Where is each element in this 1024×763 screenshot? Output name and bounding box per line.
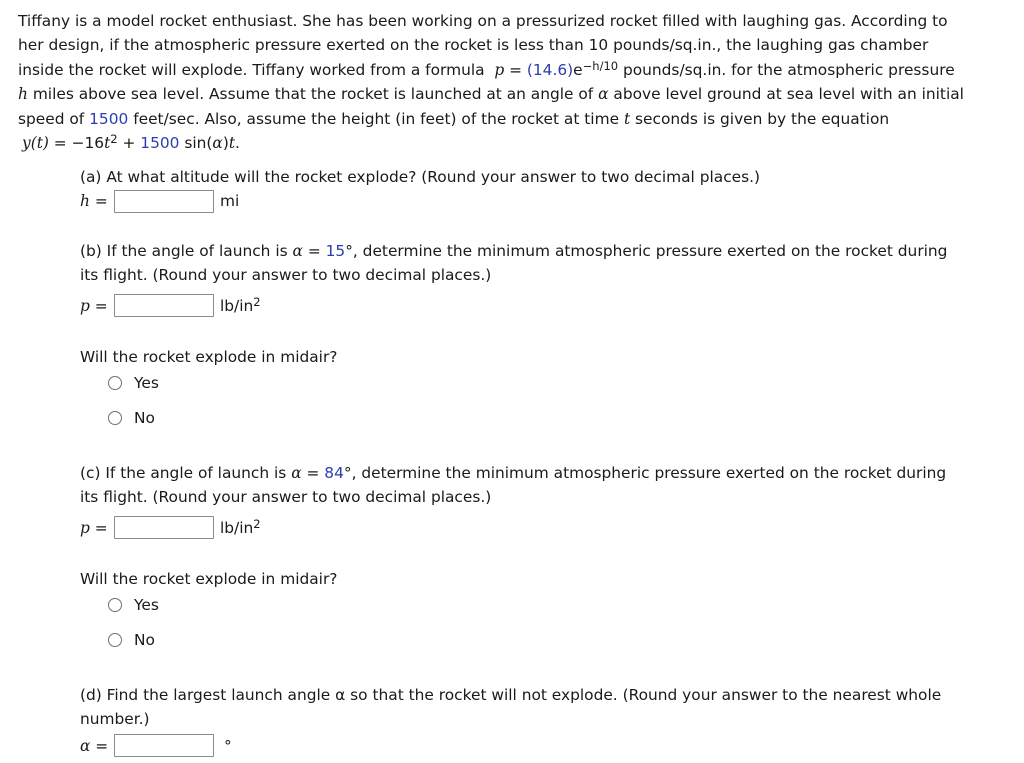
part-d [80, 683, 1010, 758]
intro-line-3-tail: pounds/sq.in. for the atmospheric pressure [618, 60, 955, 79]
var-h: h [18, 85, 28, 104]
problem-statement [18, 9, 1018, 155]
intro-line-4-text: miles above sea level. Assume that the rocket is launched at an angle of [27, 85, 599, 104]
pressure-c-input[interactable] [114, 516, 214, 539]
intro-line-4-tail: above level ground at sea level with an initial [608, 85, 964, 104]
part-c-option-yes[interactable] [108, 593, 1010, 617]
pressure-b-input[interactable] [114, 294, 214, 317]
part-c-q-text: (c) If the angle of launch is [80, 464, 292, 482]
part-b [80, 239, 1010, 430]
pressure-b-unit-sup: 2 [253, 294, 261, 309]
part-b-eq: = [89, 296, 108, 315]
altitude-input[interactable] [114, 190, 214, 213]
part-c-q-eq: = [301, 464, 325, 482]
part-c-question-line-2: its flight. (Round your answer to two decimal places.) [80, 488, 492, 507]
eq-plus: + [117, 134, 141, 153]
part-c-question [80, 461, 1010, 485]
part-c-q-tail: °, determine the minimum atmospheric pressure exerted on the rocket during [343, 464, 947, 482]
part-b-q-text: (b) If the angle of launch is [80, 242, 293, 260]
part-d-answer-row [80, 734, 1010, 758]
part-b-question-line-2: its flight. (Round your answer to two decimal places.) [80, 266, 492, 285]
var-t: t [623, 109, 631, 128]
part-b-option-no[interactable] [108, 406, 1010, 430]
part-a-answer-row [80, 189, 1010, 213]
part-a-label [80, 189, 114, 213]
angle-input[interactable] [114, 734, 214, 757]
intro-line-5-tail: seconds is given by the equation [630, 109, 890, 128]
intro-line-5-text: speed of [18, 109, 90, 128]
part-c-explode-question: Will the rocket explode in midair? [80, 569, 338, 588]
part-b-q-eq: = [302, 242, 326, 260]
eq-t2: t [104, 134, 111, 153]
radio-icon[interactable] [108, 598, 122, 612]
intro-line-3 [18, 58, 1018, 82]
eq-coefficient: 1500 [140, 134, 180, 153]
height-equation [18, 131, 1018, 155]
pressure-c-unit-text: lb/in [220, 518, 254, 537]
part-b-explode-question: Will the rocket explode in midair? [80, 347, 338, 366]
part-d-var: α [80, 736, 91, 755]
option-label: Yes [134, 374, 159, 393]
intro-line-1: Tiffany is a model rocket enthusiast. She has been working on a pressurized rocket filled with laughing gas. According to [18, 12, 948, 30]
part-b-question [80, 239, 1010, 263]
degree-unit: ° [224, 736, 232, 755]
pressure-c-unit [220, 516, 261, 540]
part-b-answer-row [80, 294, 1010, 318]
eq-t3: t [228, 134, 236, 153]
eq-sin: sin( [179, 134, 213, 153]
part-c [80, 461, 1010, 652]
part-b-var: p [80, 296, 90, 315]
eq-dot: . [235, 134, 240, 153]
part-c-alpha: α [291, 464, 302, 482]
part-b-angle: 15 [325, 242, 346, 260]
intro-line-2: her design, if the atmospheric pressure exerted on the rocket is less than 10 pounds/sq.in., the laughing gas chamber [18, 36, 929, 55]
option-label: No [134, 409, 155, 428]
radio-icon[interactable] [108, 411, 122, 425]
part-c-answer-row [80, 516, 1010, 540]
part-c-var: p [80, 518, 90, 537]
initial-speed: 1500 [89, 109, 129, 128]
part-b-alpha: α [292, 242, 303, 260]
eq-square: 2 [110, 132, 118, 147]
intro-line-4 [18, 82, 1018, 106]
eq-close: ) [222, 134, 229, 153]
intro-line-3-text: inside the rocket will explode. Tiffany worked from a formula [18, 60, 485, 79]
pressure-b-unit [220, 294, 261, 318]
part-a-eq: = [89, 192, 108, 211]
var-alpha: α [598, 85, 609, 104]
intro-line-5 [18, 107, 1018, 131]
formula-equals: = [504, 60, 527, 79]
eq-mid: = −16 [48, 134, 105, 153]
radio-icon[interactable] [108, 376, 122, 390]
formula-exponent: −h/10 [582, 58, 619, 73]
part-b-q-tail: °, determine the minimum atmospheric pressure exerted on the rocket during [345, 242, 948, 260]
formula-coefficient: (14.6) [526, 60, 574, 79]
part-c-label [80, 516, 114, 540]
part-d-eq: = [90, 736, 109, 755]
part-a-question: (a) At what altitude will the rocket explode? (Round your answer to two decimal places.) [80, 168, 761, 186]
part-b-label [80, 294, 114, 318]
part-c-option-no[interactable] [108, 628, 1010, 652]
pressure-b-unit-text: lb/in [220, 296, 254, 315]
part-a-var: h [80, 192, 90, 211]
part-a [80, 165, 1010, 213]
pressure-c-unit-sup: 2 [253, 516, 261, 531]
eq-t1: (t) [30, 134, 49, 153]
altitude-unit: mi [220, 192, 240, 211]
part-d-question-line-2: number.) [80, 710, 150, 729]
eq-y: y [22, 134, 31, 153]
part-c-eq: = [89, 518, 108, 537]
part-d-label [80, 734, 114, 758]
var-p: p [494, 60, 505, 79]
part-b-option-yes[interactable] [108, 371, 1010, 395]
option-label: No [134, 631, 155, 650]
part-d-question: (d) Find the largest launch angle α so that the rocket will not explode. (Round your answer to the nearest whole [80, 686, 942, 704]
option-label: Yes [134, 596, 159, 615]
part-c-angle: 84 [324, 464, 344, 482]
intro-line-5-mid: feet/sec. Also, assume the height (in feet) of the rocket at time [128, 109, 624, 128]
formula-e: e [573, 60, 583, 79]
eq-alpha: α [212, 134, 223, 153]
radio-icon[interactable] [108, 633, 122, 647]
